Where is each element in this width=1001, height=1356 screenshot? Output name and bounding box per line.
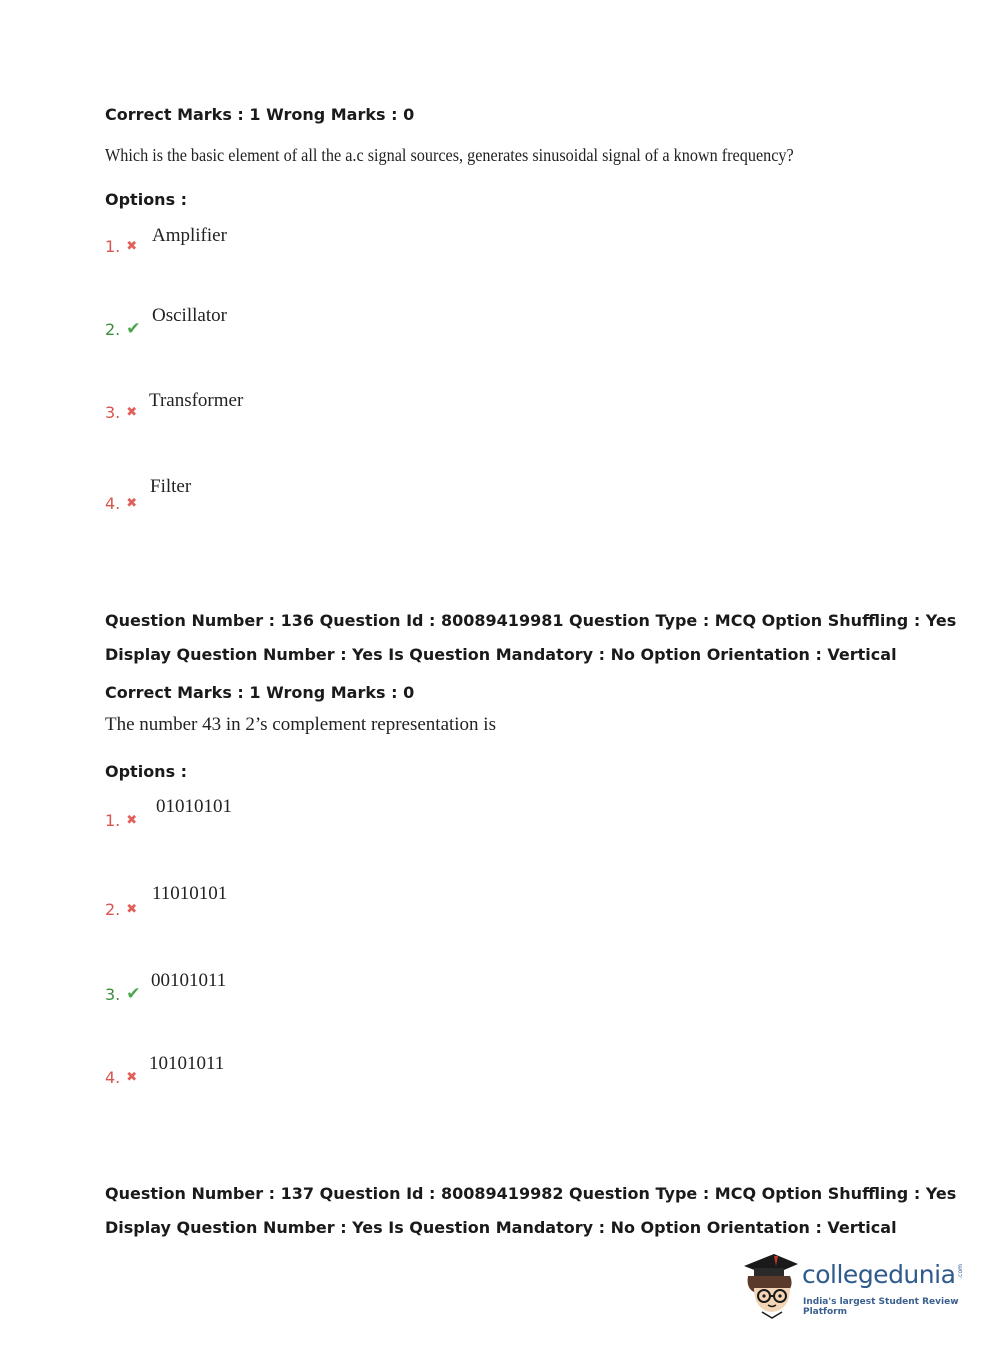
option-number: 2. xyxy=(105,900,121,919)
q136-option-2-text: 11010101 xyxy=(152,883,228,904)
q135-option-4-number xyxy=(105,494,137,513)
q135-option-1-number xyxy=(105,237,137,256)
cross-icon: ✖ xyxy=(126,1070,138,1085)
option-number: 3. xyxy=(105,985,121,1004)
option-number: 1. xyxy=(105,237,121,256)
option-number: 3. xyxy=(105,403,121,422)
q137-meta-line1: Question Number : 137 Question Id : 80089419982 Question Type : MCQ Option Shuffling : Yes xyxy=(105,1184,957,1203)
cross-icon: ✖ xyxy=(126,902,138,917)
q135-option-3-text: Transformer xyxy=(149,390,244,411)
option-number: 2. xyxy=(105,320,121,339)
option-number: 4. xyxy=(105,1068,121,1087)
q136-options-label: Options : xyxy=(105,762,188,781)
logo-tagline: India's largest Student Review Platform xyxy=(803,1297,959,1317)
q135-options-label: Options : xyxy=(105,190,188,209)
logo-com: .com xyxy=(957,1264,964,1279)
q135-option-1-text: Amplifier xyxy=(152,225,227,246)
check-icon: ✔ xyxy=(126,319,141,339)
q136-option-1-number xyxy=(105,811,137,830)
cross-icon: ✖ xyxy=(126,496,138,511)
q136-option-2-number xyxy=(105,900,137,919)
q135-option-3-number xyxy=(105,403,137,422)
q135-option-4-text: Filter xyxy=(150,476,192,497)
cross-icon: ✖ xyxy=(126,813,138,828)
q136-option-4-text: 10101011 xyxy=(149,1053,225,1074)
q135-question-text: Which is the basic element of all the a.c signal sources, generates sinusoidal signal of a known frequency? xyxy=(105,145,794,165)
q135-marks: Correct Marks : 1 Wrong Marks : 0 xyxy=(105,105,415,124)
q136-option-1-text: 01010101 xyxy=(156,796,232,817)
q136-meta-line2: Display Question Number : Yes Is Question Mandatory : No Option Orientation : Vertical xyxy=(105,645,897,664)
q136-marks: Correct Marks : 1 Wrong Marks : 0 xyxy=(105,683,415,702)
q136-question-text: The number 43 in 2’s complement representation is xyxy=(105,714,496,735)
student-mascot-icon xyxy=(740,1248,802,1320)
q135-option-2-text: Oscillator xyxy=(152,305,227,326)
cross-icon: ✖ xyxy=(126,239,138,254)
check-icon: ✔ xyxy=(126,984,141,1004)
q136-option-3-text: 00101011 xyxy=(151,970,227,991)
q136-meta-line1: Question Number : 136 Question Id : 80089419981 Question Type : MCQ Option Shuffling : Yes xyxy=(105,611,957,630)
q136-option-4-number xyxy=(105,1068,137,1087)
q136-option-3-number xyxy=(105,985,141,1004)
cross-icon: ✖ xyxy=(126,405,138,420)
q137-meta-line2: Display Question Number : Yes Is Question Mandatory : No Option Orientation : Vertical xyxy=(105,1218,897,1237)
logo-wordmark: collegedunia xyxy=(802,1260,956,1289)
option-number: 1. xyxy=(105,811,121,830)
q135-option-2-number xyxy=(105,320,141,339)
option-number: 4. xyxy=(105,494,121,513)
collegedunia-logo xyxy=(740,1248,970,1320)
